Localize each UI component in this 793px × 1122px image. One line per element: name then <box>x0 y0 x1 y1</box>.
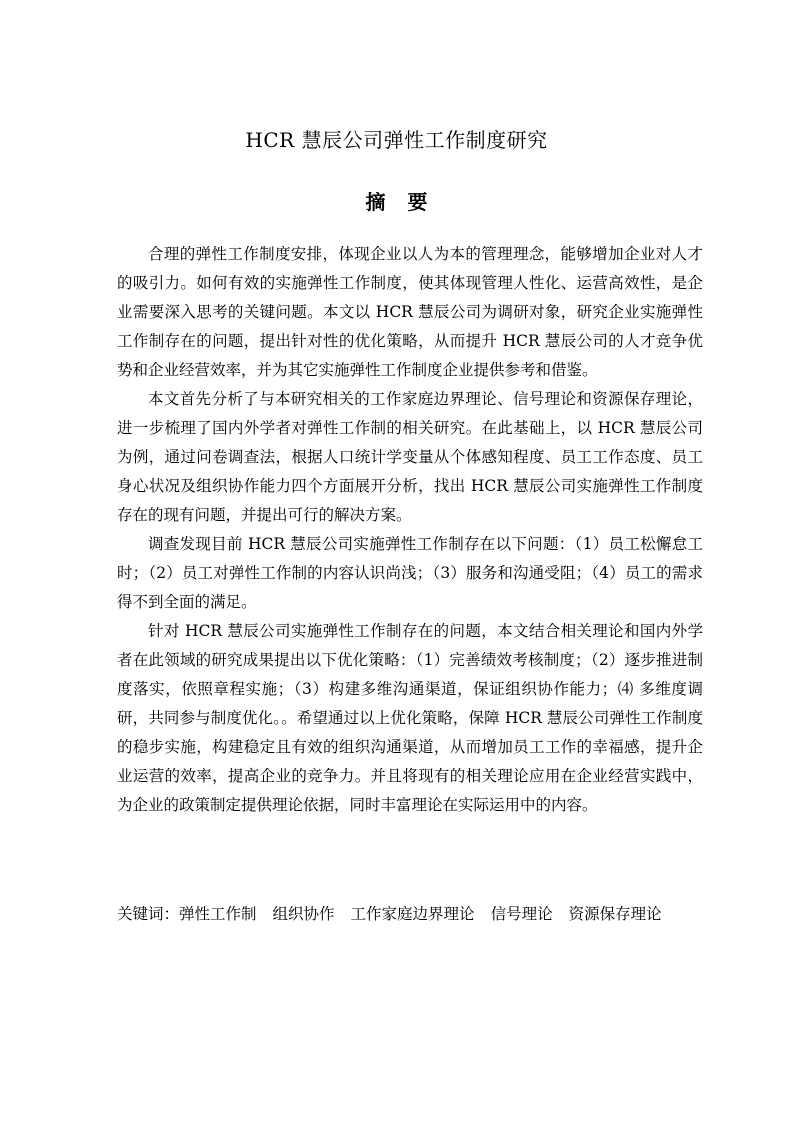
keywords-line <box>117 900 703 929</box>
keywords-label: 关键词： <box>117 905 180 923</box>
abstract-paragraph-3: 调查发现目前 HCR 慧辰公司实施弹性工作制存在以下问题：（1）员工松懈怠工时；（2）员工对弹性工作制的内容认识尚浅；（3）服务和沟通受阻；（4）员工的需求得不到全面的满足。 <box>117 535 703 611</box>
keyword-4: 信号理论 <box>490 905 553 923</box>
abstract-paragraph-1: 合理的弹性工作制度安排，体现企业以人为本的管理理念，能够增加企业对人才的吸引力。如何有效的实施弹性工作制度，使其体现管理人性化、运营高效性，是企业需要深入思考的关键问题。本文以 HCR 慧辰公司为调研对象，研究企业实施弹性工作制存在的问题，提出针对性的优化策略，从而提升 HCR 慧辰公司的人才竞争优势和企业经营效率，并为其它实施弹性工作制度企业提供参考和借鉴。 <box>117 245 703 379</box>
abstract-body <box>117 240 703 820</box>
keyword-5: 资源保存理论 <box>568 905 662 923</box>
keyword-1: 弹性工作制 <box>179 905 257 923</box>
paper-title: HCR 慧辰公司弹性工作制度研究 <box>245 128 548 152</box>
abstract-paragraph-2: 本文首先分析了与本研究相关的工作家庭边界理论、信号理论和资源保存理论，进一步梳理了国内外学者对弹性工作制的相关研究。在此基础上，以 HCR 慧辰公司为例，通过问卷调查法，根据人口统计学变量从个体感知程度、员工工作态度、员工身心状况及组织协作能力四个方面展开分析，找出 HCR 慧辰公司实施弹性工作制度存在的现有问题，并提出可行的解决方案。 <box>117 390 703 524</box>
keyword-3: 工作家庭边界理论 <box>350 905 475 923</box>
keyword-2: 组织协作 <box>272 905 335 923</box>
abstract-heading: 摘要 <box>365 190 450 214</box>
abstract-paragraph-4: 针对 HCR 慧辰公司实施弹性工作制存在的问题，本文结合相关理论和国内外学者在此领域的研究成果提出以下优化策略：（1）完善绩效考核制度；（2）逐步推进制度落实，依照章程实施；（3）构建多维沟通渠道，保证组织协作能力；⑷ 多维度调研，共同参与制度优化。。希望通过以上优化策略，保障 HCR 慧辰公司弹性工作制度的稳步实施，构建稳定且有效的组织沟通渠道，从而增加员工工作的幸福感，提升企业运营的效率，提高企业的竞争力。并且将现有的相关理论应用在企业经营实践中，为企业的政策制定提供理论依据，同时丰富理论在实际运用中的内容。 <box>117 622 703 814</box>
